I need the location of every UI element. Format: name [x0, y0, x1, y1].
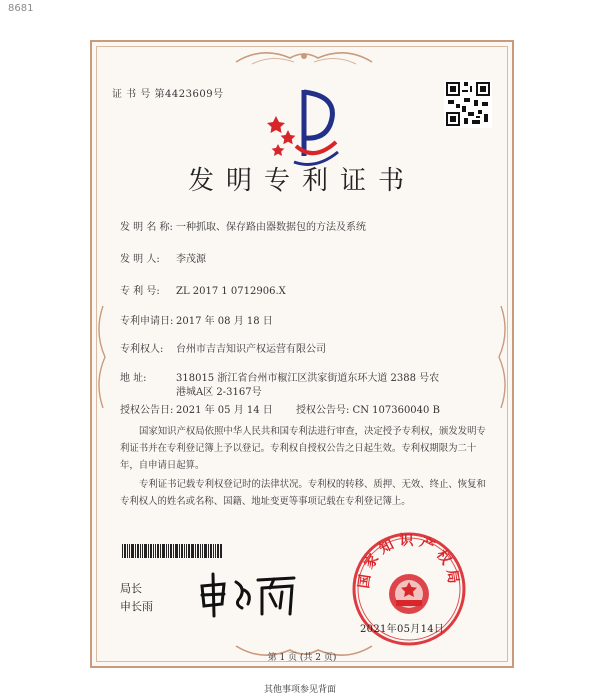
certificate-number: 证 书 号 第4423609号 [112, 89, 224, 100]
field-grant-date: 授权公告日: 2021 年 05 月 14 日 授权公告号: CN 107360040 B [120, 401, 440, 416]
signature-icon [196, 570, 306, 622]
field-patentee: 专利权人: 台州市吉吉知识产权运营有限公司 [120, 344, 326, 355]
top-ornament-icon [232, 46, 376, 68]
signer-name: 申长雨 [120, 600, 153, 613]
barcode-icon [122, 544, 222, 558]
field-address-line2: 港城A区 2-3167号 [176, 387, 262, 398]
right-ornament-icon [494, 302, 508, 412]
cnipa-logo-icon [266, 82, 342, 172]
issue-date: 2021年05月14日 [360, 624, 445, 635]
grant-publication-number: 授权公告号: CN 107360040 B [296, 405, 440, 416]
seal-text: 国家知识产权局 [356, 533, 462, 590]
page-indicator: 第 1 页 (共 2 页) [267, 653, 337, 663]
signer-title: 局长 [120, 582, 142, 595]
footer-note: 其他事项参见背面 [263, 685, 336, 695]
corner-code: 8681 [8, 3, 34, 14]
left-ornament-icon [96, 302, 110, 412]
statement-paragraph-1: 国家知识产权局依照中华人民共和国专利法进行审查，决定授予专利权，颁发发明专利证书并在专利登记簿上予以登记。专利权自授权公告之日起生效。专利权期限为二十年，自申请日起算。 [120, 426, 486, 471]
field-invention-name: 发 明 名 称: 一种抓取、保存路由器数据包的方法及系统 [120, 222, 366, 233]
qr-code-icon [444, 80, 492, 128]
statement-paragraph-2: 专利证书记载专利权登记时的法律状况。专利权的转移、质押、无效、终止、恢复和专利权人的姓名或名称、国籍、地址变更等事项记载在专利登记簿上。 [120, 479, 486, 507]
field-patent-number: 专 利 号: ZL 2017 1 0712906.X [120, 286, 286, 297]
field-inventor: 发 明 人: 李茂源 [120, 254, 206, 265]
field-application-date: 专利申请日: 2017 年 08 月 18 日 [120, 316, 273, 327]
certificate-page [90, 40, 514, 668]
field-address: 地 址: 318015 浙江省台州市椒江区洪家街道东环大道 2388 号农 [120, 373, 440, 384]
certificate-title: 发明专利证书 [187, 166, 416, 196]
